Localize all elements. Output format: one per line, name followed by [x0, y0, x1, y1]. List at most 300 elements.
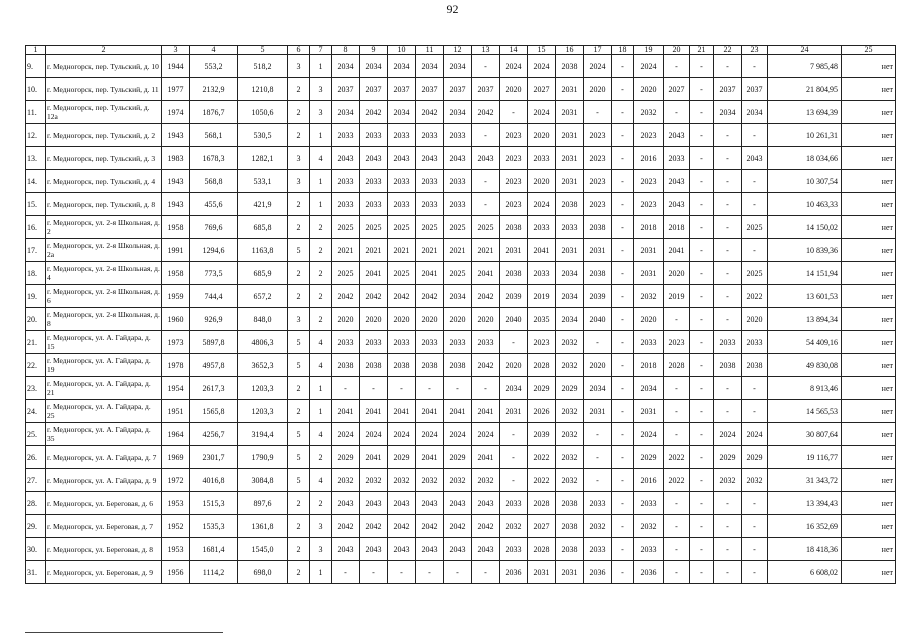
table-cell: 1964	[162, 423, 190, 446]
address-cell: г. Медногорск, пер. Тульский, д. 3	[46, 147, 162, 170]
table-cell: 2	[288, 538, 310, 561]
table-cell: -	[360, 377, 388, 400]
table-cell: 21 804,95	[768, 78, 842, 101]
table-cell: 533,1	[238, 170, 288, 193]
table-cell: 5	[288, 469, 310, 492]
address-cell: г. Медногорск, ул. 2-я Школьная, д. 4	[46, 262, 162, 285]
table-cell: 3	[310, 101, 332, 124]
table-cell: 2043	[444, 147, 472, 170]
table-cell: 18.	[26, 262, 46, 285]
table-cell: -	[714, 515, 742, 538]
table-cell: -	[690, 446, 714, 469]
table-cell: 2038	[360, 354, 388, 377]
table-cell: 2022	[742, 285, 768, 308]
table-cell: 4	[310, 147, 332, 170]
table-row	[26, 354, 896, 377]
table-cell: -	[416, 561, 444, 584]
table-cell: 2024	[742, 423, 768, 446]
table-cell: 3652,3	[238, 354, 288, 377]
address-cell: г. Медногорск, ул. А. Гайдара, д. 9	[46, 469, 162, 492]
table-row	[26, 446, 896, 469]
table-cell: 2024	[634, 55, 664, 78]
table-cell: -	[332, 561, 360, 584]
table-cell: 2041	[444, 400, 472, 423]
table-cell: 8 913,46	[768, 377, 842, 400]
table-cell: 3	[310, 78, 332, 101]
table-cell: 2041	[472, 446, 500, 469]
table-cell: 2024	[584, 55, 612, 78]
column-number-cell: 15	[528, 46, 556, 55]
table-cell: -	[472, 193, 500, 216]
table-cell: 2037	[416, 78, 444, 101]
table-cell: нет	[842, 170, 896, 193]
table-cell: нет	[842, 193, 896, 216]
table-cell: нет	[842, 78, 896, 101]
table-cell: 3084,8	[238, 469, 288, 492]
table-cell: -	[664, 101, 690, 124]
table-cell: 518,2	[238, 55, 288, 78]
table-cell: 2033	[528, 147, 556, 170]
address-cell: г. Медногорск, пер. Тульский, д. 12а	[46, 101, 162, 124]
table-cell: 2	[288, 515, 310, 538]
table-cell: 2043	[472, 147, 500, 170]
table-cell: 2033	[388, 124, 416, 147]
table-cell: -	[714, 55, 742, 78]
table-cell: -	[690, 538, 714, 561]
table-cell: 6 608,02	[768, 561, 842, 584]
table-cell: 530,5	[238, 124, 288, 147]
address-cell: г. Медногорск, ул. А. Гайдара, д. 19	[46, 354, 162, 377]
table-cell: 2038	[556, 193, 584, 216]
table-cell: -	[360, 561, 388, 584]
table-cell: 2	[288, 492, 310, 515]
table-cell: 2023	[584, 124, 612, 147]
table-cell: 2031	[584, 239, 612, 262]
table-cell: 2028	[528, 354, 556, 377]
table-cell: нет	[842, 285, 896, 308]
column-number-cell: 19	[634, 46, 664, 55]
table-cell: -	[612, 55, 634, 78]
table-cell: 1943	[162, 124, 190, 147]
table-cell: 1954	[162, 377, 190, 400]
table-cell: 2031	[556, 170, 584, 193]
address-cell: г. Медногорск, пер. Тульский, д. 4	[46, 170, 162, 193]
table-cell: -	[714, 239, 742, 262]
table-cell: 1681,4	[190, 538, 238, 561]
table-cell: 2041	[360, 400, 388, 423]
table-cell: 2029	[634, 446, 664, 469]
table-cell: 2034	[388, 101, 416, 124]
table-cell: -	[612, 538, 634, 561]
column-number-cell: 10	[388, 46, 416, 55]
table-cell: -	[742, 492, 768, 515]
table-cell: 2034	[556, 262, 584, 285]
table-cell: 2038	[584, 262, 612, 285]
table-cell: -	[690, 423, 714, 446]
column-number-cell: 18	[612, 46, 634, 55]
table-cell: 2	[288, 193, 310, 216]
table-cell: 14 151,94	[768, 262, 842, 285]
table-cell: 2018	[634, 354, 664, 377]
table-cell: -	[664, 492, 690, 515]
table-cell: 568,8	[190, 170, 238, 193]
table-cell: 2043	[360, 538, 388, 561]
table-cell: нет	[842, 538, 896, 561]
table-cell: 2033	[332, 331, 360, 354]
table-cell: 2043	[664, 124, 690, 147]
table-cell: 2031	[634, 400, 664, 423]
table-cell: 2033	[584, 538, 612, 561]
column-number-cell: 8	[332, 46, 360, 55]
table-cell: 1	[310, 400, 332, 423]
table-cell: 2031	[556, 78, 584, 101]
table-cell: 2025	[416, 216, 444, 239]
table-cell: 2034	[332, 101, 360, 124]
table-cell: -	[690, 285, 714, 308]
table-cell: 2025	[332, 262, 360, 285]
table-cell: 4	[310, 331, 332, 354]
table-cell: 2033	[388, 170, 416, 193]
column-number-cell: 12	[444, 46, 472, 55]
table-cell: -	[714, 308, 742, 331]
table-cell: 2034	[742, 101, 768, 124]
table-cell: 2043	[332, 492, 360, 515]
table-cell: 2033	[444, 331, 472, 354]
table-cell: 2036	[500, 561, 528, 584]
table-cell: -	[690, 308, 714, 331]
table-cell: 2132,9	[190, 78, 238, 101]
table-cell: 2020	[500, 78, 528, 101]
table-cell: 2032	[634, 515, 664, 538]
table-cell: 1114,2	[190, 561, 238, 584]
table-cell: 2032	[556, 469, 584, 492]
table-cell: 2043	[388, 492, 416, 515]
address-cell: г. Медногорск, пер. Тульский, д. 8	[46, 193, 162, 216]
table-cell: 3	[288, 147, 310, 170]
table-cell: 2037	[444, 78, 472, 101]
table-cell: 22.	[26, 354, 46, 377]
table-cell: 1790,9	[238, 446, 288, 469]
table-cell: 2022	[664, 469, 690, 492]
table-cell: 2034	[332, 55, 360, 78]
table-cell: 3	[288, 170, 310, 193]
column-number-cell: 23	[742, 46, 768, 55]
table-cell: -	[416, 377, 444, 400]
column-number-cell: 24	[768, 46, 842, 55]
table-cell: 2038	[742, 354, 768, 377]
table-cell: 19.	[26, 285, 46, 308]
table-cell: 421,9	[238, 193, 288, 216]
table-cell: -	[714, 193, 742, 216]
table-cell: 17.	[26, 239, 46, 262]
table-cell: -	[612, 423, 634, 446]
table-cell: -	[584, 101, 612, 124]
table-cell: -	[612, 262, 634, 285]
table-row	[26, 216, 896, 239]
table-cell: 2023	[528, 331, 556, 354]
table-cell: 10 307,54	[768, 170, 842, 193]
address-cell: г. Медногорск, ул. А. Гайдара, д. 7	[46, 446, 162, 469]
table-cell: 2021	[388, 239, 416, 262]
table-cell: 5	[288, 423, 310, 446]
table-cell: 2023	[584, 193, 612, 216]
address-cell: г. Медногорск, ул. Береговая, д. 6	[46, 492, 162, 515]
table-cell: 5	[288, 446, 310, 469]
table-cell: -	[612, 308, 634, 331]
table-cell: 2041	[528, 239, 556, 262]
table-cell: 2043	[332, 147, 360, 170]
column-number-cell: 21	[690, 46, 714, 55]
table-cell: 18 418,36	[768, 538, 842, 561]
address-cell: г. Медногорск, ул. Береговая, д. 8	[46, 538, 162, 561]
table-cell: 2025	[360, 216, 388, 239]
page-number: 92	[446, 2, 459, 16]
column-number-cell: 9	[360, 46, 388, 55]
table-cell: 698,0	[238, 561, 288, 584]
table-cell: 4016,8	[190, 469, 238, 492]
table-cell: 2034	[500, 377, 528, 400]
table-cell: нет	[842, 400, 896, 423]
table-cell: 1974	[162, 101, 190, 124]
table-cell: 2043	[472, 538, 500, 561]
table-cell: 10.	[26, 78, 46, 101]
table-cell: 30 807,64	[768, 423, 842, 446]
column-number-cell: 2	[46, 46, 162, 55]
table-cell: -	[612, 147, 634, 170]
table-cell: 2020	[528, 124, 556, 147]
table-cell: 1991	[162, 239, 190, 262]
table-cell: -	[714, 124, 742, 147]
table-cell: 2033	[634, 331, 664, 354]
table-cell: 2040	[584, 308, 612, 331]
table-row	[26, 193, 896, 216]
table-cell: 744,4	[190, 285, 238, 308]
table-cell: 2032	[472, 469, 500, 492]
table-cell: -	[612, 400, 634, 423]
table-cell: -	[664, 55, 690, 78]
table-cell: 2034	[556, 285, 584, 308]
table-cell: 2027	[664, 78, 690, 101]
table-cell: -	[742, 561, 768, 584]
table-cell: 1983	[162, 147, 190, 170]
table-cell: 2024	[528, 55, 556, 78]
table-cell: 2041	[472, 262, 500, 285]
table-cell: -	[444, 561, 472, 584]
table-cell: -	[714, 285, 742, 308]
table-cell: 2032	[634, 101, 664, 124]
table-cell: 2032	[584, 515, 612, 538]
table-cell: 2028	[664, 354, 690, 377]
table-cell: -	[584, 331, 612, 354]
table-cell: 1	[310, 193, 332, 216]
table-cell: 11.	[26, 101, 46, 124]
address-cell: г. Медногорск, ул. А. Гайдара, д. 21	[46, 377, 162, 400]
table-cell: -	[612, 216, 634, 239]
table-cell: 1050,6	[238, 101, 288, 124]
table-cell: нет	[842, 446, 896, 469]
table-cell: 30.	[26, 538, 46, 561]
table-cell: 2036	[634, 561, 664, 584]
table-cell: -	[612, 492, 634, 515]
table-cell: 4	[310, 423, 332, 446]
table-cell: 2032	[556, 423, 584, 446]
table-cell: -	[612, 469, 634, 492]
table-cell: 2033	[388, 193, 416, 216]
table-cell: нет	[842, 124, 896, 147]
table-cell: 1952	[162, 515, 190, 538]
table-cell: 2032	[444, 469, 472, 492]
table-cell: 685,8	[238, 216, 288, 239]
table-cell: 2034	[444, 285, 472, 308]
table-cell: 49 830,08	[768, 354, 842, 377]
table-cell: 2038	[500, 262, 528, 285]
table-cell: 2043	[416, 147, 444, 170]
table-cell: -	[500, 101, 528, 124]
table-cell: -	[690, 193, 714, 216]
table-cell: -	[690, 492, 714, 515]
table-cell: 2023	[634, 193, 664, 216]
table-row	[26, 78, 896, 101]
table-cell: 2020	[500, 354, 528, 377]
table-cell: 5	[288, 331, 310, 354]
table-cell: -	[612, 377, 634, 400]
table-cell: 2	[310, 285, 332, 308]
table-cell: 2032	[634, 285, 664, 308]
table-cell: 2033	[416, 124, 444, 147]
table-cell: нет	[842, 55, 896, 78]
table-cell: 2041	[360, 446, 388, 469]
table-cell: 2034	[556, 308, 584, 331]
table-cell: -	[714, 492, 742, 515]
table-cell: 2029	[444, 446, 472, 469]
table-cell: -	[690, 124, 714, 147]
table-cell: 2020	[444, 308, 472, 331]
table-cell: -	[472, 377, 500, 400]
table-cell: 2	[288, 124, 310, 147]
table-cell: 2038	[556, 538, 584, 561]
table-cell: 1515,3	[190, 492, 238, 515]
table-cell: 2031	[556, 124, 584, 147]
table-cell: 1943	[162, 193, 190, 216]
table-cell: 2041	[332, 400, 360, 423]
table-cell: 897,6	[238, 492, 288, 515]
table-cell: 2041	[416, 400, 444, 423]
table-cell: -	[664, 538, 690, 561]
table-cell: 2025	[444, 216, 472, 239]
table-cell: 2021	[444, 239, 472, 262]
table-cell: 2	[310, 216, 332, 239]
table-cell: 2024	[332, 423, 360, 446]
table-cell: -	[472, 170, 500, 193]
table-cell: 2043	[388, 538, 416, 561]
table-cell: 1	[310, 377, 332, 400]
table-cell: 2034	[714, 101, 742, 124]
column-number-cell: 25	[842, 46, 896, 55]
table-cell: 2039	[528, 423, 556, 446]
table-cell: 15.	[26, 193, 46, 216]
table-cell: 2	[288, 78, 310, 101]
column-number-cell: 17	[584, 46, 612, 55]
table-cell: -	[664, 377, 690, 400]
table-cell: 2033	[388, 331, 416, 354]
table-cell: 2042	[472, 515, 500, 538]
table-cell: 5	[288, 354, 310, 377]
table-cell: 2033	[472, 331, 500, 354]
table-row	[26, 170, 896, 193]
table-cell: 2	[310, 492, 332, 515]
table-cell: 2028	[528, 538, 556, 561]
table-cell: 5	[288, 239, 310, 262]
address-cell: г. Медногорск, ул. А. Гайдара, д. 25	[46, 400, 162, 423]
table-cell: 455,6	[190, 193, 238, 216]
table-cell: 2043	[444, 538, 472, 561]
table-cell: 2033	[444, 170, 472, 193]
table-cell: 2025	[444, 262, 472, 285]
table-cell: 1951	[162, 400, 190, 423]
table-cell: 2027	[528, 78, 556, 101]
table-cell: нет	[842, 561, 896, 584]
table-cell: 2032	[714, 469, 742, 492]
table-cell: 2031	[556, 561, 584, 584]
table-cell: -	[714, 170, 742, 193]
table-cell: 2016	[634, 469, 664, 492]
table-cell: 2032	[742, 469, 768, 492]
column-number-cell: 22	[714, 46, 742, 55]
table-cell: -	[714, 400, 742, 423]
table-cell: 2022	[528, 469, 556, 492]
table-cell: -	[714, 538, 742, 561]
table-cell: -	[612, 515, 634, 538]
table-cell: 2033	[360, 124, 388, 147]
table-cell: -	[472, 55, 500, 78]
table-cell: нет	[842, 354, 896, 377]
table-cell: 2033	[634, 538, 664, 561]
column-number-cell: 1	[26, 46, 46, 55]
table-cell: 769,6	[190, 216, 238, 239]
table-cell: 2031	[556, 101, 584, 124]
table-cell: 1876,7	[190, 101, 238, 124]
table-cell: 20.	[26, 308, 46, 331]
table-cell: 2042	[472, 285, 500, 308]
table-cell: 2041	[388, 400, 416, 423]
table-cell: 2043	[664, 193, 690, 216]
table-cell: 2020	[634, 308, 664, 331]
table-cell: 2032	[332, 469, 360, 492]
table-cell: 2043	[360, 492, 388, 515]
table-cell: -	[612, 446, 634, 469]
table-cell: 2039	[584, 285, 612, 308]
table-cell: 2033	[500, 492, 528, 515]
table-cell: 2021	[472, 239, 500, 262]
table-cell: 2023	[634, 124, 664, 147]
table-cell: 2020	[416, 308, 444, 331]
table-cell: 2018	[664, 216, 690, 239]
table-cell: 2032	[388, 469, 416, 492]
table-cell: 2018	[634, 216, 664, 239]
table-cell: 2038	[332, 354, 360, 377]
table-cell: 2020	[584, 78, 612, 101]
table-cell: -	[332, 377, 360, 400]
table-cell: 2034	[444, 55, 472, 78]
table-cell: 2040	[500, 308, 528, 331]
table-cell: нет	[842, 262, 896, 285]
table-cell: 2032	[500, 515, 528, 538]
table-cell: 4957,8	[190, 354, 238, 377]
table-cell: 2042	[388, 285, 416, 308]
table-cell: 2024	[444, 423, 472, 446]
table-cell: 12.	[26, 124, 46, 147]
table-cell: 2033	[416, 193, 444, 216]
